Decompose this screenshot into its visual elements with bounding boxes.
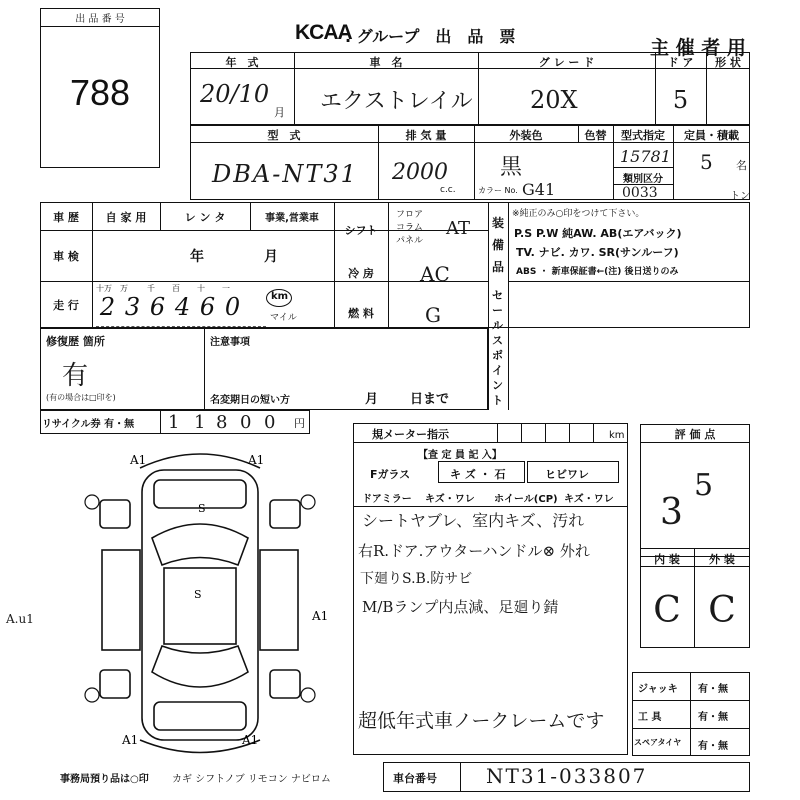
note-line-3: 下廻りS.B.防サビ — [360, 571, 473, 587]
car-damage-diagram — [60, 440, 350, 760]
mark-rear-left: A1 — [122, 733, 139, 747]
color-code-label: カラー No. — [478, 186, 518, 195]
tools-opt[interactable]: 有・無 — [698, 712, 728, 723]
mark-front-right: A1 — [248, 453, 265, 467]
interior-label: 内 装 — [654, 553, 680, 566]
notes-label: 注意事項 — [210, 337, 250, 348]
mileage-digit-3: 4 — [174, 293, 191, 321]
repair-note: (有の場合は□印を) — [46, 393, 116, 402]
load-unit: トン — [730, 191, 750, 202]
mark-hood: S — [198, 502, 206, 515]
grade-label: グ レ ー ド — [538, 56, 595, 69]
tools-label: 工 具 — [638, 712, 662, 723]
copy-label: 主 催 者 用 — [650, 37, 746, 59]
year-label: 年 式 — [225, 56, 259, 69]
lot-label: 出 品 番 号 — [75, 14, 125, 25]
fuel-value: G — [425, 303, 441, 327]
digit-unit-5: 一 — [222, 284, 230, 293]
office-label: 事務局預り品は○印 — [60, 774, 149, 785]
expiry-label: 名変期日の短い方 — [210, 395, 290, 406]
recycle-digit-2: 8 — [216, 412, 228, 433]
color-label: 外装色 — [509, 129, 543, 142]
exterior-value: C — [708, 590, 736, 631]
history-private[interactable]: 自 家 用 — [105, 211, 147, 224]
body-label: 形 状 — [715, 56, 741, 69]
model-value: DBA-NT31 — [212, 160, 358, 188]
crack-label[interactable]: ヒビワレ — [545, 468, 589, 481]
type-desig-label: 型式指定 — [621, 129, 665, 142]
glass-options[interactable]: キ ズ ・ 石 — [450, 468, 506, 481]
note-line-4: M/Bランプ内点減、足廻り錆 — [362, 598, 559, 616]
ac-label: 冷 房 — [348, 267, 374, 280]
disp-value: 2000 — [392, 160, 448, 185]
class-label: 類別区分 — [623, 174, 663, 185]
shift-value: AT — [446, 218, 471, 239]
mark-roof: S — [194, 588, 202, 601]
wheel-label: ホイール(CP) — [494, 494, 558, 505]
mileage-digit-0: 2 — [99, 293, 116, 321]
equip-side-label: 装 備 品 — [492, 216, 505, 274]
digit-unit-0: 十万 — [96, 284, 112, 293]
score-value: 3 — [660, 492, 683, 533]
digit-unit-2: 千 — [147, 284, 155, 293]
inspect-month-unit: 月 — [264, 249, 278, 265]
history-rental[interactable]: レ ン タ — [184, 211, 226, 224]
grade-value: 20X — [530, 86, 578, 114]
sales-point-label: セールスポイント — [492, 289, 503, 407]
spare-label: スペアタイヤ — [634, 738, 682, 747]
recycle-digit-1: 1 — [194, 412, 206, 433]
recycle-digit-0: 1 — [168, 412, 180, 433]
expiry-day: 日まで — [410, 392, 450, 407]
mile-label: マイル — [270, 313, 297, 323]
meter-unit: km — [609, 430, 625, 441]
digit-unit-1: 万 — [120, 284, 128, 293]
repair-label: 修復歴 箇所 — [46, 335, 105, 348]
recycle-digit-3: 0 — [240, 412, 252, 433]
mileage-digit-2: 6 — [149, 293, 166, 321]
mirror-label: ドアミラー — [362, 494, 412, 505]
year-value: 20/10 — [200, 80, 270, 108]
ac-value: AC — [420, 262, 450, 286]
org-logo: KCAA — [295, 21, 352, 44]
equip-line-1: ※純正のみ○印をつけて下さい。 — [512, 209, 645, 219]
history-label: 車 歴 — [53, 211, 79, 224]
shift-column[interactable]: コラム — [396, 223, 423, 233]
recycle-label: リサイクル券 有・無 — [42, 419, 135, 430]
mark-left-side-label: A.u1 — [6, 612, 34, 626]
fuel-label: 燃 料 — [348, 307, 374, 320]
km-label: km — [271, 291, 289, 302]
spare-opt[interactable]: 有・無 — [698, 741, 728, 752]
interior-value: C — [653, 590, 681, 631]
capacity-value: 5 — [700, 150, 713, 174]
form-title: . グループ 出 品 票 — [345, 27, 516, 46]
mark-front-left: A1 — [130, 453, 147, 467]
jack-label: ジャッキ — [638, 684, 678, 695]
chassis-label: 車台番号 — [393, 772, 437, 785]
doors-label: ド ア — [667, 56, 694, 69]
score-label: 評 価 点 — [674, 428, 716, 441]
recycle-digit-4: 0 — [264, 412, 276, 433]
mileage-digit-4: 6 — [199, 293, 216, 321]
class-value: 0033 — [622, 185, 658, 201]
exterior-label: 外 装 — [709, 553, 735, 566]
disp-label: 排 気 量 — [405, 129, 447, 142]
jack-opt[interactable]: 有・無 — [698, 684, 728, 695]
repair-value: 有 — [62, 361, 89, 391]
history-business[interactable]: 事業,営業車 — [265, 213, 319, 224]
meter-label: 規メーター指示 — [372, 428, 449, 441]
doors-value: 5 — [672, 86, 689, 114]
office-items: カギ シフトノブ リモコン ナビロム — [172, 774, 331, 785]
inspect-year-unit: 年 — [190, 249, 204, 265]
model-label: 型 式 — [267, 129, 301, 142]
note-line-1: シートヤブレ、室内キズ、汚れ — [362, 511, 585, 530]
equip-line-3[interactable]: TV. ナビ. カワ. SR(サンルーフ) — [516, 246, 679, 259]
score-superscript: 5 — [694, 468, 714, 503]
inspector-label: 【査 定 員 記 入】 — [418, 450, 502, 461]
wheel-options[interactable]: キズ・ワレ — [564, 494, 614, 505]
mileage-digit-5: 0 — [224, 293, 241, 321]
expiry-month: 月 — [365, 392, 379, 407]
shift-floor[interactable]: フロア — [396, 210, 424, 220]
type-desig-value: 15781 — [620, 147, 671, 166]
recycle-unit: 円 — [294, 417, 305, 430]
chassis-value: NT31-033807 — [486, 764, 648, 788]
glass-label: Fガラス — [370, 468, 411, 481]
equip-line-2[interactable]: P.S P.W 純AW. AB(エアバック) — [514, 227, 682, 240]
year-month-unit: 月 — [274, 106, 285, 119]
capacity-unit: 名 — [736, 159, 747, 172]
seat-color-label: 色替 — [584, 129, 607, 142]
name-value: エクストレイル — [320, 89, 473, 114]
lot-number: 788 — [69, 72, 131, 113]
mileage-digit-1: 3 — [124, 293, 141, 321]
equip-line-4[interactable]: ABS ・ 新車保証書←(注) 後日送りのみ — [516, 267, 679, 277]
note-line-5: 超低年式車ノークレームです — [358, 710, 605, 732]
capacity-label: 定員・積載 — [684, 129, 739, 142]
note-line-2: 右R.ドア.アウターハンドル⊗ 外れ — [358, 542, 590, 560]
mileage-label: 走 行 — [53, 299, 79, 312]
mirror-options[interactable]: キズ・ワレ — [425, 494, 475, 505]
disp-unit: c.c. — [440, 185, 456, 195]
digit-unit-3: 百 — [172, 284, 180, 293]
digit-unit-4: 十 — [197, 284, 205, 293]
color-value: 黒 — [500, 155, 523, 180]
mark-right-side: A1 — [312, 609, 329, 623]
shift-label: シフト — [344, 224, 378, 237]
inspect-label: 車 検 — [53, 250, 79, 263]
mark-rear-right: A1 — [242, 733, 259, 747]
shift-panel[interactable]: パネル — [396, 236, 424, 246]
name-label: 車 名 — [369, 56, 403, 69]
color-code-value: G41 — [522, 180, 556, 199]
